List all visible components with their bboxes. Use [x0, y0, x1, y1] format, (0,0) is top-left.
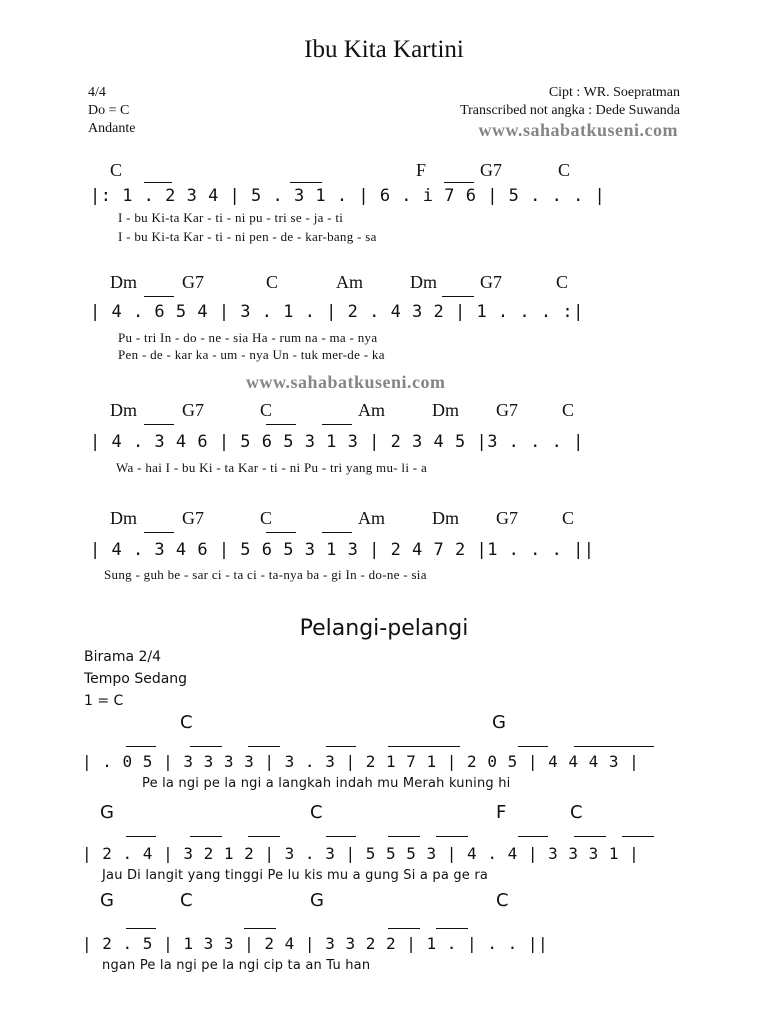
website-watermark: www.sahabatkuseni.com: [478, 120, 678, 140]
beam: [436, 928, 468, 929]
notation-line: |: 1 . 2 3 4 | 5 . 3 1 . | 6 . i 7 6 | 5 . . . |: [90, 186, 606, 206]
beam: [266, 532, 296, 533]
chord-row: [0, 802, 768, 824]
song-meta: [84, 646, 187, 712]
beam: [388, 746, 460, 747]
time-signature: 4/4: [88, 85, 106, 100]
chord: C: [496, 890, 509, 911]
composer: Cipt : WR. Soepratman: [548, 85, 680, 100]
chord: C: [570, 802, 583, 823]
chord: F: [496, 802, 507, 823]
notation-line: | 2 . 4 | 3 2 1 2 | 3 . 3 | 5 5 5 3 | 4 . 4 | 3 3 3 1 |: [82, 844, 640, 863]
beam: [442, 296, 474, 297]
beam: [326, 746, 356, 747]
beam: [518, 836, 548, 837]
beam: [248, 836, 280, 837]
chord: Dm: [110, 400, 137, 420]
chord: Dm: [432, 508, 459, 528]
chord: C: [562, 400, 575, 420]
chord: Dm: [110, 508, 137, 528]
chord: Am: [336, 272, 363, 292]
notation-line: | 4 . 6 5 4 | 3 . 1 . | 2 . 4 3 2 | 1 . . . :|: [90, 302, 584, 322]
beam: [144, 296, 174, 297]
chord: C: [260, 400, 273, 420]
chord: G7: [182, 508, 204, 528]
lyric-line: Jau Di langit yang tinggi Pe lu kis mu a gung Si a pa ge ra: [102, 868, 489, 883]
lyric-line: Pen - de - kar ka - um - nya Un - tuk mer-de - ka: [118, 347, 385, 362]
notation-line: | 4 . 3 4 6 | 5 6 5 3 1 3 | 2 4 7 2 |1 . . . ||: [90, 540, 595, 560]
chord: C: [562, 508, 575, 528]
chord: C: [266, 272, 279, 292]
lyric-line: Wa - hai I - bu Ki - ta Kar - ti - ni Pu - tri yang mu- li - a: [116, 460, 428, 475]
chord: C: [110, 160, 123, 180]
chord: C: [556, 272, 569, 292]
chord: Dm: [110, 272, 137, 292]
chord: C: [260, 508, 273, 528]
beam: [388, 928, 420, 929]
chord: G7: [182, 272, 204, 292]
chord: G7: [496, 508, 518, 528]
beam: [322, 424, 352, 425]
chord: Am: [358, 508, 385, 528]
chord: Am: [358, 400, 385, 420]
song-meta: [88, 84, 135, 138]
chord-row: [0, 400, 768, 422]
chord: G: [492, 712, 506, 733]
chord: G: [100, 890, 114, 911]
beam: [126, 746, 156, 747]
beam: [144, 424, 174, 425]
beam: [388, 836, 420, 837]
beam: [244, 928, 276, 929]
beam: [290, 182, 322, 183]
chord: G7: [480, 272, 502, 292]
key-signature: 1 = C: [84, 693, 124, 709]
beam: [248, 746, 280, 747]
beam: [322, 532, 352, 533]
lyric-line: ngan Pe la ngi pe la ngi cip ta an Tu han: [102, 958, 371, 973]
key-signature: Do = C: [88, 103, 130, 118]
tempo: Tempo Sedang: [84, 671, 188, 687]
beam: [444, 182, 474, 183]
lyric-line: Sung - guh be - sar ci - ta ci - ta-nya ba - gi In - do-ne - sia: [104, 567, 427, 582]
chord-row: [0, 508, 768, 530]
transcriber: Transcribed not angka : Dede Suwanda: [460, 103, 680, 118]
chord: G: [310, 890, 324, 911]
beam: [326, 836, 356, 837]
beam: [144, 182, 172, 183]
chord: Dm: [410, 272, 437, 292]
lyric-line: Pu - tri In - do - ne - sia Ha - rum na - ma - nya: [118, 330, 378, 345]
lyric-line: I - bu Ki-ta Kar - ti - ni pen - de - kar-bang - sa: [118, 229, 377, 244]
chord-row: [0, 272, 768, 294]
song-title: Ibu Kita Kartini: [304, 36, 464, 63]
song-title: Pelangi-pelangi: [299, 616, 469, 641]
beam: [436, 836, 468, 837]
chord: G: [100, 802, 114, 823]
chord: G7: [182, 400, 204, 420]
beam: [622, 836, 654, 837]
beam: [126, 836, 156, 837]
beam: [574, 746, 654, 747]
chord: C: [180, 712, 193, 733]
chord-row: [0, 712, 768, 734]
notation-line: | . 0 5 | 3 3 3 3 | 3 . 3 | 2 1 7 1 | 2 0 5 | 4 4 4 3 |: [82, 752, 640, 771]
notation-line: | 4 . 3 4 6 | 5 6 5 3 1 3 | 2 3 4 5 |3 . . . |: [90, 432, 584, 452]
song-credits: [460, 84, 680, 120]
beam: [266, 424, 296, 425]
beam: [190, 836, 222, 837]
beam: [126, 928, 156, 929]
beam: [190, 746, 222, 747]
beam: [518, 746, 548, 747]
beam: [574, 836, 606, 837]
chord-row: [0, 160, 768, 182]
chord: C: [310, 802, 323, 823]
lyric-line: I - bu Ki-ta Kar - ti - ni pu - tri se - ja - ti: [118, 210, 344, 225]
time-signature: Birama 2/4: [84, 649, 162, 665]
website-watermark: www.sahabatkuseni.com: [246, 372, 446, 392]
chord: F: [416, 160, 427, 180]
lyric-line: Pe la ngi pe la ngi a langkah indah mu Merah kuning hi: [142, 776, 511, 791]
chord: C: [180, 890, 193, 911]
chord-row: [0, 890, 768, 912]
tempo: Andante: [88, 121, 136, 136]
chord: C: [558, 160, 571, 180]
chord: G7: [496, 400, 518, 420]
chord: Dm: [432, 400, 459, 420]
chord: G7: [480, 160, 502, 180]
beam: [144, 532, 174, 533]
notation-line: | 2 . 5 | 1 3 3 | 2 4 | 3 3 2 2 | 1 . | . . ||: [82, 934, 549, 953]
